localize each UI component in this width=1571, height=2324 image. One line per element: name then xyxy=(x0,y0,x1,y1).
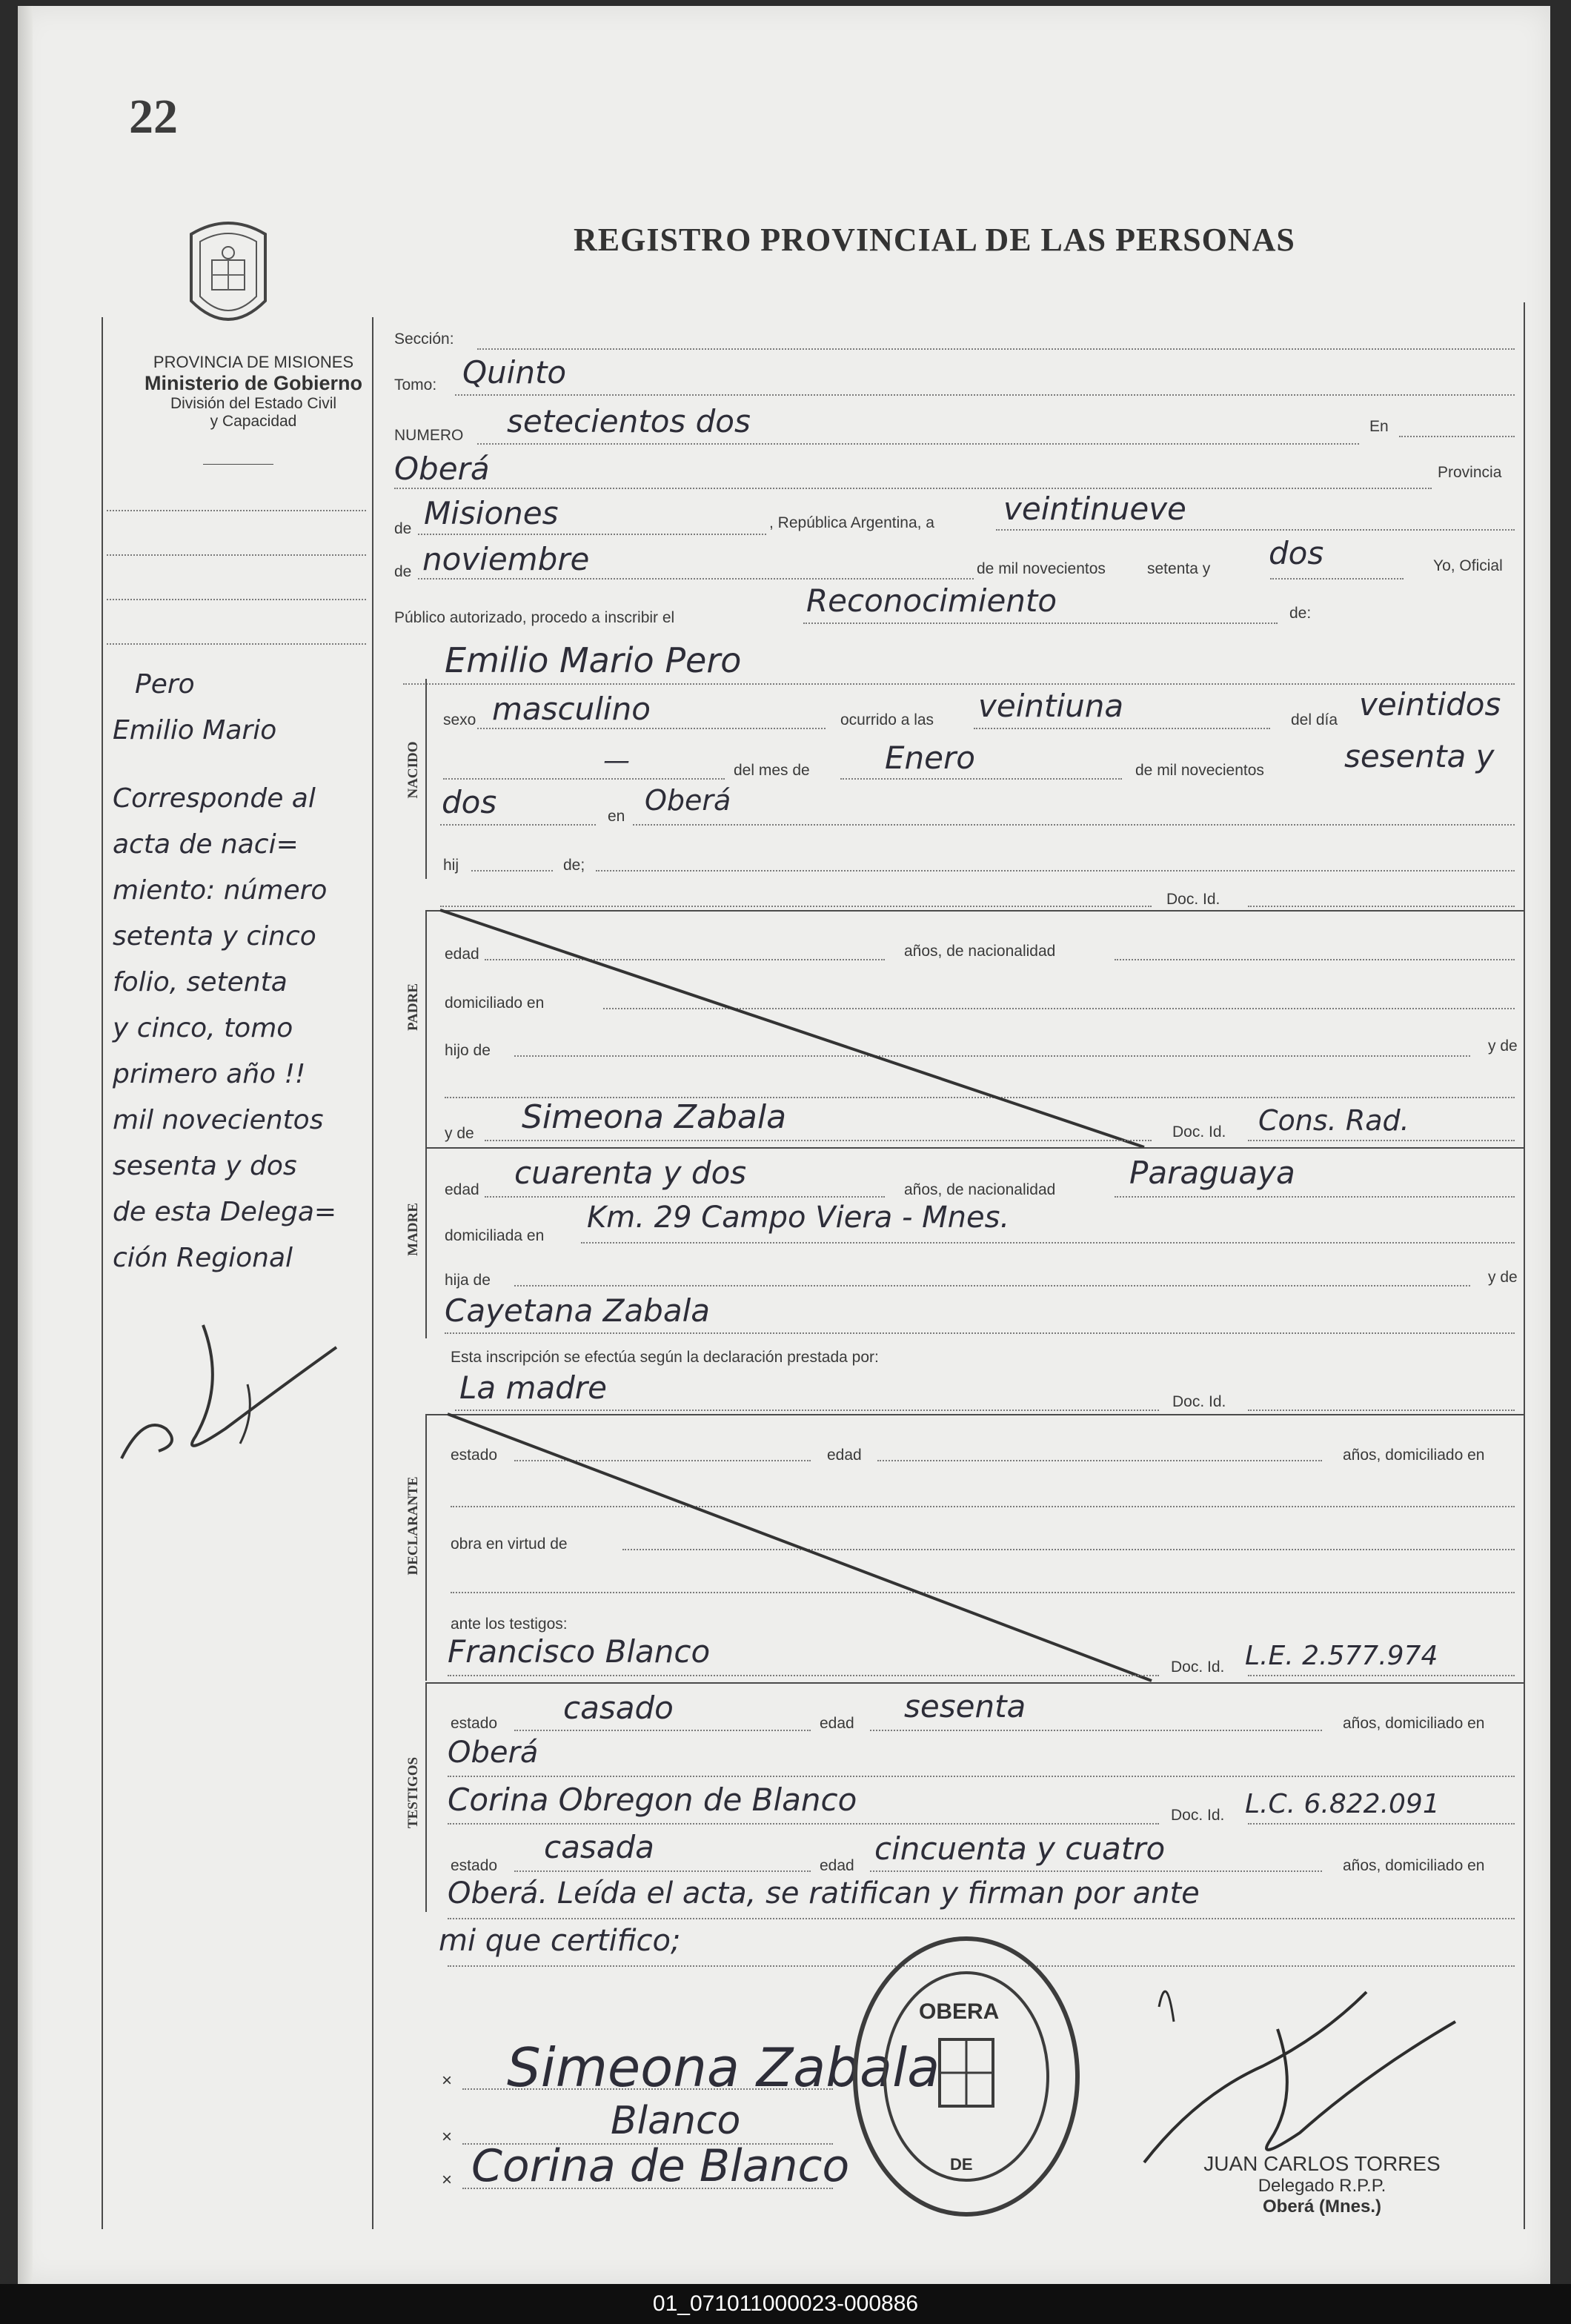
doc-id-label: Doc. Id. xyxy=(1172,1123,1226,1141)
signature-mother: Simeona Zabala xyxy=(507,2036,940,2099)
anio-nac-b-value: dos xyxy=(442,784,497,820)
anos-dom-label: años, domiciliado en xyxy=(1343,1857,1485,1874)
testigo2-value: Corina Obregon de Blanco xyxy=(448,1782,857,1818)
publico-label: Público autorizado, procedo a inscribir el xyxy=(394,609,675,626)
header-title: REGISTRO PROVINCIAL DE LAS PERSONAS xyxy=(574,222,1295,258)
obra-virtud-label: obra en virtud de xyxy=(451,1536,568,1553)
stamp-center-text: OBERA xyxy=(919,1999,1000,2024)
stamp-de-text: DE xyxy=(950,2155,973,2174)
dash-value: — xyxy=(603,746,630,776)
y-de-label: y de xyxy=(1488,1038,1518,1055)
margin-note-line: mil novecientos xyxy=(113,1105,324,1135)
ante-testigos-label: ante los testigos: xyxy=(451,1616,568,1633)
en-label: En xyxy=(1369,418,1389,435)
domiciliado-label: domiciliado en xyxy=(445,995,545,1012)
y-de-label: y de xyxy=(445,1125,474,1142)
dia-value: veintinueve xyxy=(1003,491,1186,527)
testigo1-dom-value: Oberá xyxy=(448,1736,539,1770)
footer-filename: 01_071011000023-000886 xyxy=(0,2284,1571,2324)
header-underline xyxy=(203,464,273,465)
anos-nac-label: años, de nacionalidad xyxy=(904,1181,1056,1198)
document-page xyxy=(18,6,1550,2284)
closing-line-2: mi que certifico; xyxy=(439,1924,681,1958)
numero-label: NUMERO xyxy=(394,427,464,444)
mes-nac-value: Enero xyxy=(885,740,975,776)
officer-block xyxy=(1174,2152,1470,2217)
declarante-rule xyxy=(425,1414,427,1681)
left-margin-rule xyxy=(102,317,103,2229)
margin-note-line: y cinco, tomo xyxy=(113,1013,293,1043)
testigos-section-label: TESTIGOS xyxy=(405,1756,421,1829)
testigo1-edad-value: sesenta xyxy=(904,1688,1026,1724)
nombre-value: Emilio Mario Pero xyxy=(445,640,742,680)
margin-note-line: Corresponde al xyxy=(113,783,316,814)
testigo2-doc-value: L.C. 6.822.091 xyxy=(1245,1789,1440,1819)
division-line: División del Estado Civil xyxy=(170,395,337,412)
y-de-label: y de xyxy=(1488,1269,1518,1286)
de-colon-label: de: xyxy=(1289,605,1312,622)
province-line: PROVINCIA DE MISIONES xyxy=(153,353,354,371)
testigo2-estado-value: casada xyxy=(544,1829,654,1865)
de-label: de xyxy=(394,563,412,580)
anio-b-value: dos xyxy=(1269,535,1324,571)
signature-mark: × xyxy=(442,2071,453,2091)
margin-note-line: folio, setenta xyxy=(113,967,288,997)
anio-label: de mil novecientos xyxy=(977,560,1106,577)
closing-line-1: Oberá. Leída el acta, se ratifican y firman por ante xyxy=(448,1876,1200,1910)
margin-note xyxy=(113,662,336,1281)
padre-section-label: PADRE xyxy=(405,983,421,1032)
signature-mark: × xyxy=(442,2127,453,2147)
testigo1-doc-value: L.E. 2.577.974 xyxy=(1245,1641,1438,1671)
ocurrido-label: ocurrido a las xyxy=(840,711,934,728)
provincia-value: Misiones xyxy=(424,495,559,531)
declarante-value: La madre xyxy=(459,1370,607,1406)
signature-witness-2: Corina de Blanco xyxy=(471,2140,850,2192)
doc-id-label: Doc. Id. xyxy=(1171,1807,1225,1824)
provincial-seal xyxy=(182,219,274,338)
testigo2-edad-value: cincuenta y cuatro xyxy=(874,1830,1166,1867)
nacido-rule xyxy=(425,679,427,879)
testigos-rule xyxy=(425,1682,427,1912)
anos-dom-label: años, domiciliado en xyxy=(1343,1715,1485,1732)
signature-mark: × xyxy=(442,2170,453,2190)
right-rule xyxy=(1524,302,1525,2229)
de-mil-nov-label: de mil novecientos xyxy=(1135,762,1264,779)
edad-label: edad xyxy=(820,1857,854,1874)
yo-oficial-label: Yo, Oficial xyxy=(1433,557,1503,574)
anos-dom-label: años, domiciliado en xyxy=(1343,1447,1485,1464)
madre-section-label: MADRE xyxy=(405,1203,421,1256)
madre-nombre-value: Simeona Zabala xyxy=(522,1098,787,1136)
officer-signature xyxy=(1129,1962,1470,2174)
estado-label: estado xyxy=(451,1715,498,1732)
left-header xyxy=(105,353,402,431)
padre-rule xyxy=(425,910,427,1147)
edad-label: edad xyxy=(827,1447,862,1464)
testigo1-estado-value: casado xyxy=(563,1690,674,1726)
estado-label: estado xyxy=(451,1447,498,1464)
doc-id-label: Doc. Id. xyxy=(1166,891,1220,908)
republica-label: , República Argentina, a xyxy=(769,514,934,531)
del-dia-label: del día xyxy=(1291,711,1338,728)
margin-note-line: primero año !! xyxy=(113,1059,306,1089)
numero-value: setecientos dos xyxy=(507,403,751,439)
estado-label: estado xyxy=(451,1857,498,1874)
madre-top-rule xyxy=(425,1147,1524,1149)
doc-id-label: Doc. Id. xyxy=(1172,1393,1226,1410)
sexo-label: sexo xyxy=(443,711,476,728)
hij-label: hij xyxy=(443,857,459,874)
dia-nac-value: veintidos xyxy=(1359,686,1501,723)
binding-edge xyxy=(18,6,33,2284)
margin-note-line: sesenta y dos xyxy=(113,1151,297,1181)
provincia-label: Provincia xyxy=(1438,464,1502,481)
hija-de-label: hija de xyxy=(445,1272,491,1289)
madre-edad-value: cuarenta y dos xyxy=(514,1155,747,1191)
anio-nac-a-value: sesenta y xyxy=(1344,738,1495,774)
margin-note-line: de esta Delega= xyxy=(113,1197,337,1227)
de-semicolon-label: de; xyxy=(563,857,585,874)
hijo-de-label: hijo de xyxy=(445,1042,491,1059)
officer-title: Delegado R.P.P. xyxy=(1258,2176,1386,2196)
esta-inscripcion-label: Esta inscripción se efectúa según la declaración prestada por: xyxy=(451,1349,879,1366)
margin-note-line: miento: número xyxy=(113,875,328,906)
sexo-value: masculino xyxy=(492,691,651,727)
del-mes-label: del mes de xyxy=(734,762,810,779)
margin-divider xyxy=(372,317,373,2229)
madre-hija-de-value: Cayetana Zabala xyxy=(445,1292,710,1329)
madre-doc-value: Cons. Rad. xyxy=(1258,1104,1409,1137)
acto-value: Reconocimiento xyxy=(806,582,1057,619)
tomo-value: Quinto xyxy=(462,354,567,391)
edad-label: edad xyxy=(820,1715,854,1732)
margin-signature xyxy=(114,1281,359,1477)
madre-nac-value: Paraguaya xyxy=(1129,1155,1295,1191)
anio-a-value: setenta y xyxy=(1147,560,1211,577)
testigo1-value: Francisco Blanco xyxy=(448,1633,711,1670)
declarante-section-label: DECLARANTE xyxy=(405,1476,421,1576)
margin-note-line: ción Regional xyxy=(113,1243,293,1273)
hora-value: veintiuna xyxy=(978,688,1124,724)
edad-label: edad xyxy=(445,946,479,963)
de-label: de xyxy=(394,520,412,537)
edad-label: edad xyxy=(445,1181,479,1198)
lugar-value: Oberá xyxy=(394,451,490,487)
tomo-label: Tomo: xyxy=(394,376,437,394)
page-number: 22 xyxy=(129,90,178,144)
mes-value: noviembre xyxy=(422,541,590,577)
officer-name: JUAN CARLOS TORRES xyxy=(1203,2152,1441,2175)
seccion-label: Sección: xyxy=(394,331,454,348)
margin-note-line: acta de naci= xyxy=(113,829,299,860)
domiciliada-label: domiciliada en xyxy=(445,1227,545,1244)
margin-note-surname: Pero xyxy=(135,669,195,700)
testigos-top-rule xyxy=(425,1682,1524,1684)
lugar-nac-value: Oberá xyxy=(645,784,731,817)
margin-note-line: setenta y cinco xyxy=(113,921,316,952)
capacity-line: y Capacidad xyxy=(210,413,297,430)
anos-nac-label: años, de nacionalidad xyxy=(904,943,1056,960)
nacido-section-label: NACIDO xyxy=(405,741,421,799)
officer-place: Oberá (Mnes.) xyxy=(1262,2197,1382,2217)
ministry-line: Ministerio de Gobierno xyxy=(144,372,363,394)
signature-witness-1: Blanco xyxy=(611,2099,741,2143)
official-stamp xyxy=(840,1928,1092,2225)
madre-rule xyxy=(425,1147,427,1338)
margin-note-names: Emilio Mario xyxy=(113,715,277,746)
madre-dom-value: Km. 29 Campo Viera - Mnes. xyxy=(587,1201,1010,1235)
doc-id-label: Doc. Id. xyxy=(1171,1659,1225,1676)
en-lower-label: en xyxy=(608,808,625,825)
